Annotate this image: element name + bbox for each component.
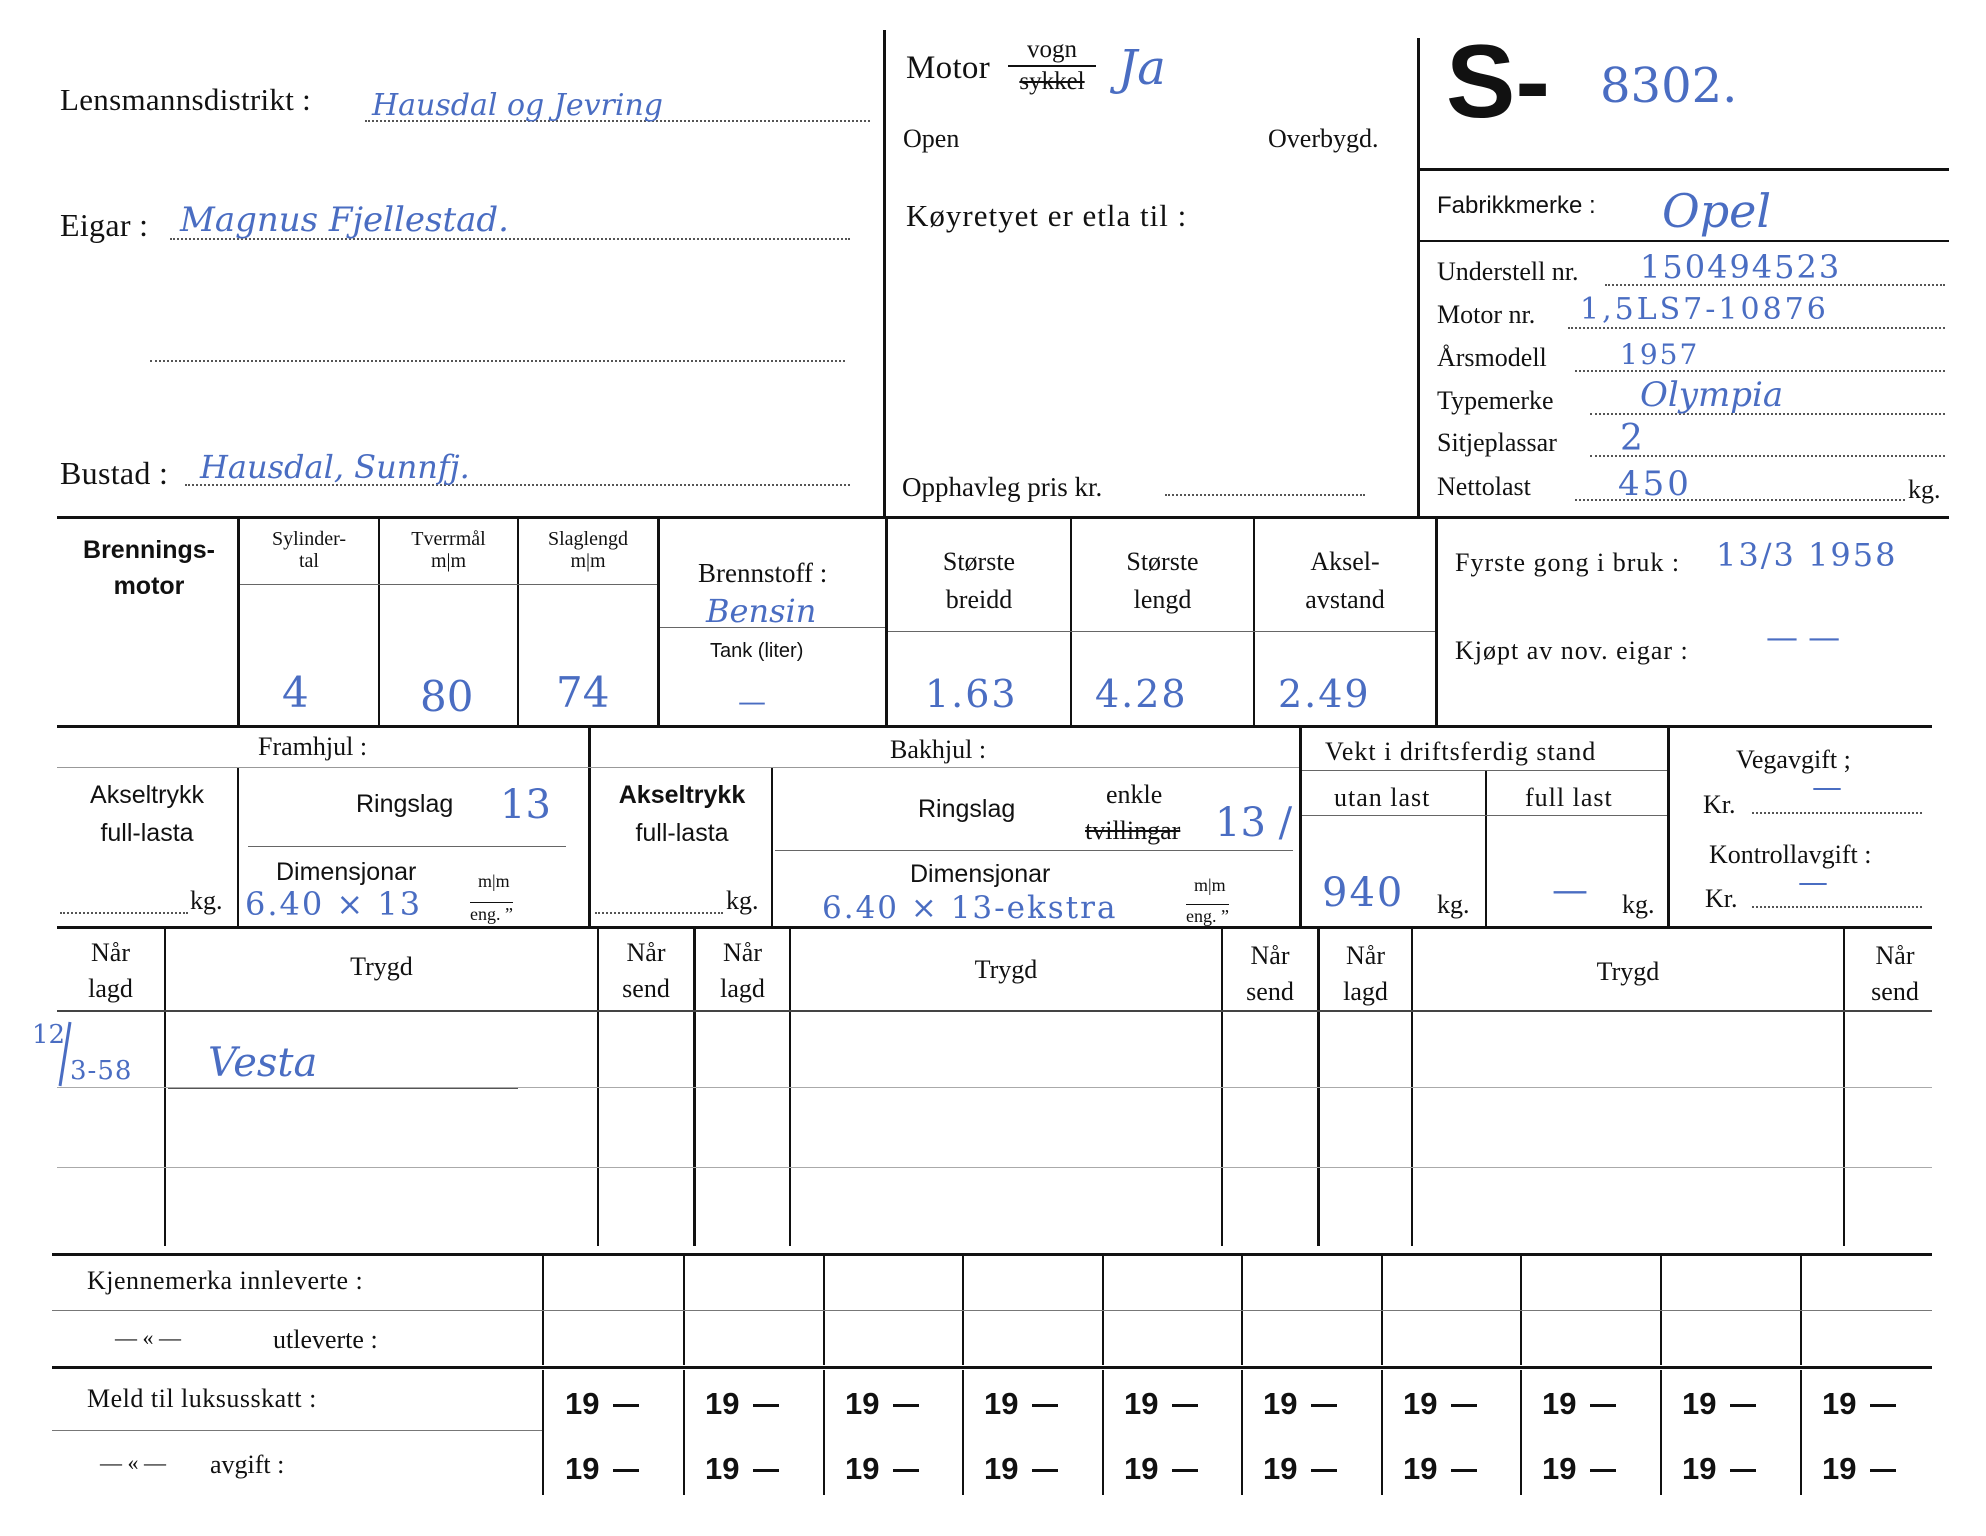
kjopt-value: — — — [1766, 618, 1841, 656]
aksel-value: 2.49 — [1278, 672, 1371, 716]
wheels-subrule — [775, 850, 1293, 851]
overbygd-label: Overbygd. — [1268, 124, 1379, 153]
bak-mm: m|m — [1194, 875, 1226, 895]
sitje-label: Sitjeplassar — [1437, 428, 1557, 457]
ins-entry-date-bottom: 3-58 — [70, 1056, 133, 1086]
year-prefix: 19 — [1403, 1451, 1438, 1486]
year-dash — [1451, 1469, 1477, 1472]
wheels-col-divider — [588, 727, 591, 927]
breidd-line1: Største — [942, 547, 1016, 576]
vogn-sykkel — [1008, 36, 1096, 96]
fabrikk-label: Fabrikkmerke : — [1437, 192, 1596, 219]
wheels-col-divider — [1485, 770, 1487, 927]
netto-label: Nettolast — [1437, 472, 1531, 501]
bak-dim-label: Dimensjonar — [910, 860, 1051, 888]
footer-col-divider — [1381, 1370, 1383, 1495]
aksel-line2: avstand — [1305, 585, 1385, 614]
bak-dim-value: 6.40 × 13-ekstra — [822, 890, 1118, 926]
motornr-label: Motor nr. — [1437, 300, 1536, 329]
luksus-year-8 — [1542, 1386, 1616, 1422]
avgift-prefix: — « — — [100, 1450, 166, 1475]
lensmann-label: Lensmannsdistrikt : — [60, 82, 312, 117]
year-prefix: 19 — [1403, 1386, 1438, 1421]
motor-type-value: Ja — [1118, 40, 1166, 96]
footer-col-divider — [542, 1370, 544, 1495]
footer-col-divider — [1660, 1370, 1662, 1495]
footer-col-divider — [683, 1370, 685, 1495]
footer-col-divider — [962, 1370, 964, 1495]
lagd-label: lagd — [1343, 977, 1388, 1006]
slaglengd-value: 74 — [556, 668, 610, 717]
arsmodell-label: Årsmodell — [1437, 343, 1547, 372]
vegavgift-line — [1752, 812, 1922, 814]
year-prefix: 19 — [1124, 1386, 1159, 1421]
tverrmal-line2: m|m — [430, 550, 467, 572]
avgift-year-3 — [845, 1451, 919, 1487]
ins-row-rule — [57, 1167, 1932, 1168]
lagd-label: lagd — [88, 974, 133, 1003]
tank-label: Tank (liter) — [710, 640, 804, 662]
year-dash — [1311, 1404, 1337, 1407]
divider-fabrikk — [1419, 240, 1949, 242]
sitje-value: 2 — [1620, 418, 1643, 459]
avgift-year-7 — [1403, 1451, 1477, 1487]
breidd-line2: breidd — [945, 585, 1013, 614]
year-prefix: 19 — [565, 1451, 600, 1486]
open-label: Open — [903, 124, 960, 153]
fram-ringslag-value: 13 — [500, 782, 551, 828]
bak-tvillingar: tvillingar — [1085, 816, 1181, 845]
vegavgift-label: Vegavgift ; — [1736, 745, 1851, 774]
ins-entry-date-top: 12 — [32, 1020, 66, 1050]
kontroll-value: — — [1798, 865, 1828, 900]
nar-label: Når — [1250, 941, 1290, 970]
aksel-header — [1255, 543, 1435, 619]
avgift-year-8 — [1542, 1451, 1616, 1487]
reg-prefix: S- — [1446, 24, 1550, 140]
luksus-year-7 — [1403, 1386, 1477, 1422]
eigar-value: Magnus Fjellestad. — [180, 200, 509, 240]
understell-label: Understell nr. — [1437, 257, 1579, 286]
bak-ringslag-label: Ringslag — [918, 795, 1016, 823]
year-dash — [1730, 1469, 1756, 1472]
wheels-subrule — [248, 846, 566, 847]
year-dash — [1870, 1404, 1896, 1407]
send-label: send — [1246, 977, 1294, 1006]
year-dash — [1730, 1404, 1756, 1407]
sylinder-line1: Sylinder- — [271, 528, 347, 550]
year-prefix: 19 — [1263, 1451, 1298, 1486]
bak-akseltrykk — [592, 776, 772, 852]
sylinder-line2: tal — [299, 550, 319, 572]
lengd-line1: Største — [1126, 547, 1199, 576]
fram-akseltrykk-kg: kg. — [190, 886, 223, 915]
aksel-line1: Aksel- — [1310, 547, 1380, 576]
bak-akseltrykk-line2: full-lasta — [635, 819, 729, 847]
year-dash — [1032, 1469, 1058, 1472]
engine-subrule — [240, 584, 657, 585]
vekt-label: Vekt i driftsferdig stand — [1325, 737, 1597, 766]
send-label: send — [1871, 977, 1919, 1006]
year-prefix: 19 — [565, 1386, 600, 1421]
reg-number: 8302. — [1600, 58, 1738, 114]
ins-trygd-2: Trygd — [974, 955, 1038, 984]
ins-entry-underline — [168, 1088, 518, 1089]
year-prefix: 19 — [1542, 1451, 1577, 1486]
ins-nar-lagd-3 — [1320, 938, 1411, 1010]
year-prefix: 19 — [1263, 1386, 1298, 1421]
year-prefix: 19 — [984, 1451, 1019, 1486]
fram-eng: eng. ” — [470, 904, 513, 924]
engine-col-divider — [1435, 518, 1438, 726]
nar-label: Når — [723, 938, 762, 967]
luksus-year-3 — [845, 1386, 919, 1422]
year-prefix: 19 — [1822, 1386, 1857, 1421]
divider-reg-box — [1419, 168, 1949, 171]
wheels-col-divider — [1667, 727, 1670, 927]
year-prefix: 19 — [1682, 1386, 1717, 1421]
rule-luksus-top — [52, 1366, 1932, 1369]
arsmodell-value: 1957 — [1620, 338, 1700, 371]
luksus-label: Meld til luksusskatt : — [87, 1384, 317, 1413]
slaglengd-line1: Slaglengd — [548, 528, 628, 550]
fram-dim-label: Dimensjonar — [276, 858, 417, 886]
rule-wheels-top — [57, 725, 1932, 728]
fram-dim-value: 6.40 × 13 — [245, 885, 423, 923]
pris-line — [1165, 494, 1365, 496]
year-prefix: 19 — [984, 1386, 1019, 1421]
fram-mm: m|m — [478, 871, 510, 891]
brennstoff-label: Brennstoff : — [698, 558, 828, 588]
etla-label: Køyretyet er etla til : — [906, 198, 1188, 233]
brennings-label — [60, 532, 238, 604]
understell-value: 150494523 — [1640, 248, 1842, 286]
year-prefix: 19 — [1822, 1451, 1857, 1486]
ins-entry-date-slash — [56, 1020, 76, 1090]
footer-col-divider — [823, 1370, 825, 1495]
vogn-sykkel-rule — [1008, 65, 1096, 67]
divider-vertical-1 — [883, 30, 886, 518]
slaglengd-header — [519, 528, 657, 572]
year-prefix: 19 — [845, 1386, 880, 1421]
breidd-value: 1.63 — [925, 672, 1018, 716]
eigar-line-2 — [150, 360, 845, 362]
ins-nar-send-2 — [1223, 938, 1317, 1010]
full-value: — — [1552, 870, 1588, 911]
nar-label: Når — [91, 938, 130, 967]
avgift-year-5 — [1124, 1451, 1198, 1487]
luksus-year-9 — [1682, 1386, 1756, 1422]
year-prefix: 19 — [1124, 1451, 1159, 1486]
breidd-header — [888, 543, 1070, 619]
vegavgift-kr: Kr. — [1703, 790, 1736, 819]
year-prefix: 19 — [1682, 1451, 1717, 1486]
sitje-line — [1590, 455, 1945, 457]
kontroll-kr: Kr. — [1705, 884, 1738, 913]
avgift-year-6 — [1263, 1451, 1337, 1487]
engine-subrule — [888, 631, 1435, 632]
year-dash — [1172, 1404, 1198, 1407]
fram-akseltrykk-line2: full-lasta — [100, 819, 194, 847]
nar-label: Når — [1875, 941, 1915, 970]
lengd-line2: lengd — [1133, 585, 1192, 614]
bak-akseltrykk-kg: kg. — [726, 886, 759, 915]
ins-nar-send-3 — [1845, 938, 1945, 1010]
kjenne-label: Kjennemerka innleverte : — [87, 1266, 364, 1295]
fram-akseltrykk-line — [60, 912, 188, 914]
sylinder-value: 4 — [282, 668, 309, 717]
brennings-line1: Brennings- — [83, 536, 215, 564]
bustad-label: Bustad : — [60, 455, 169, 491]
year-dash — [753, 1469, 779, 1472]
brennstoff-value: Bensin — [706, 592, 817, 630]
tank-value: — — [738, 685, 766, 718]
divider-vertical-2 — [1417, 38, 1420, 518]
year-dash — [613, 1469, 639, 1472]
rule-footer-top — [52, 1253, 1932, 1256]
tverrmal-value: 80 — [420, 672, 474, 721]
bak-akseltrykk-line — [595, 912, 723, 914]
utan-value: 940 — [1322, 870, 1405, 916]
footer-col-divider — [1520, 1370, 1522, 1495]
ins-entry-company: Vesta — [208, 1040, 318, 1086]
netto-unit: kg. — [1908, 475, 1941, 504]
rule-engine-top — [57, 516, 1949, 519]
avgift-year-10 — [1822, 1451, 1896, 1487]
kontroll-label: Kontrollavgift : — [1709, 840, 1872, 869]
year-dash — [1451, 1404, 1477, 1407]
avgift-year-4 — [984, 1451, 1058, 1487]
netto-value: 450 — [1618, 464, 1692, 504]
luksus-year-5 — [1124, 1386, 1198, 1422]
luksus-year-1 — [565, 1386, 639, 1422]
year-dash — [1590, 1469, 1616, 1472]
year-dash — [1032, 1404, 1058, 1407]
year-dash — [1172, 1469, 1198, 1472]
year-dash — [1590, 1404, 1616, 1407]
send-label: send — [622, 974, 670, 1003]
motornr-value: 1,5LS7-10876 — [1580, 292, 1829, 327]
framhjul-label: Framhjul : — [258, 732, 368, 761]
vegavgift-value: — — [1812, 770, 1842, 805]
avgift-year-9 — [1682, 1451, 1756, 1487]
wheels-col-divider — [237, 767, 239, 927]
fram-akseltrykk-line1: Akseltrykk — [90, 781, 204, 809]
wheels-col-divider — [1299, 727, 1302, 927]
year-prefix: 19 — [845, 1451, 880, 1486]
nar-label: Når — [626, 938, 666, 967]
lagd-label: lagd — [720, 974, 765, 1003]
fabrikk-value: Opel — [1662, 184, 1772, 238]
footer-subrule — [52, 1310, 1932, 1311]
motor-label: Motor — [906, 50, 990, 86]
luksus-year-2 — [705, 1386, 779, 1422]
year-dash — [1870, 1469, 1896, 1472]
avgift-year-1 — [565, 1451, 639, 1487]
nar-label: Når — [1346, 941, 1385, 970]
eigar-label: Eigar : — [60, 207, 149, 243]
full-kg: kg. — [1622, 890, 1655, 919]
tverrmal-header — [380, 528, 517, 572]
year-prefix: 19 — [1542, 1386, 1577, 1421]
bak-enkle: enkle — [1106, 780, 1163, 809]
bak-eng: eng. ” — [1186, 906, 1229, 926]
wheels-subrule — [1302, 815, 1667, 816]
footer-subrule — [52, 1430, 542, 1431]
lengd-value: 4.28 — [1095, 672, 1188, 716]
engine-col-divider — [657, 518, 660, 726]
ins-nar-send-1 — [599, 935, 693, 1007]
brennings-line2: motor — [113, 572, 185, 600]
wheels-subrule — [1302, 770, 1667, 771]
avgift-label: avgift : — [210, 1450, 285, 1479]
motornr-line — [1568, 327, 1945, 329]
fyrste-label: Fyrste gong i bruk : — [1455, 548, 1681, 577]
bak-ringslag-value: 13 / — [1215, 800, 1293, 846]
utan-label: utan last — [1334, 783, 1431, 812]
ins-nar-lagd-1 — [57, 935, 164, 1007]
year-dash — [893, 1404, 919, 1407]
lengd-header — [1072, 543, 1253, 619]
bustad-value: Hausdal, Sunnfj. — [200, 448, 470, 486]
utlev-label: utleverte : — [273, 1325, 378, 1354]
sykkel-label: sykkel — [1019, 68, 1085, 95]
luksus-year-10 — [1822, 1386, 1896, 1422]
year-dash — [1311, 1469, 1337, 1472]
typemerke-label: Typemerke — [1437, 386, 1554, 415]
full-label: full last — [1525, 783, 1613, 812]
fyrste-value: 13/3 1958 — [1716, 536, 1898, 574]
ins-nar-lagd-2 — [696, 935, 789, 1007]
tverrmal-line1: Tverrmål — [411, 528, 486, 550]
footer-col-divider — [1102, 1370, 1104, 1495]
year-dash — [893, 1469, 919, 1472]
bak-akseltrykk-line1: Akseltrykk — [618, 781, 746, 809]
rule-insurance-top — [57, 926, 1932, 929]
ins-header-rule — [57, 1010, 1932, 1012]
slaglengd-line2: m|m — [570, 550, 606, 572]
footer-col-divider — [1241, 1370, 1243, 1495]
luksus-year-6 — [1263, 1386, 1337, 1422]
utan-kg: kg. — [1437, 890, 1470, 919]
wheels-subrule — [57, 767, 1299, 768]
lensmann-value: Hausdal og Jevring — [372, 88, 663, 123]
fram-ringslag-label: Ringslag — [356, 790, 454, 818]
ins-trygd-3: Trygd — [1596, 957, 1660, 986]
bakhjul-label: Bakhjul : — [890, 735, 987, 764]
utlev-prefix: — « — — [115, 1325, 181, 1350]
sylinder-header — [240, 528, 378, 572]
year-dash — [613, 1404, 639, 1407]
footer-col-divider — [1800, 1370, 1802, 1495]
year-prefix: 19 — [705, 1451, 740, 1486]
vogn-label: vogn — [1027, 36, 1077, 63]
kontroll-line — [1752, 906, 1922, 908]
fram-akseltrykk — [57, 776, 237, 852]
ins-trygd-1: Trygd — [350, 952, 413, 981]
pris-label: Opphavleg pris kr. — [902, 472, 1103, 502]
avgift-year-2 — [705, 1451, 779, 1487]
kjopt-label: Kjøpt av nov. eigar : — [1455, 636, 1689, 665]
luksus-year-4 — [984, 1386, 1058, 1422]
year-dash — [753, 1404, 779, 1407]
typemerke-value: Olympia — [1640, 375, 1784, 415]
year-prefix: 19 — [705, 1386, 740, 1421]
